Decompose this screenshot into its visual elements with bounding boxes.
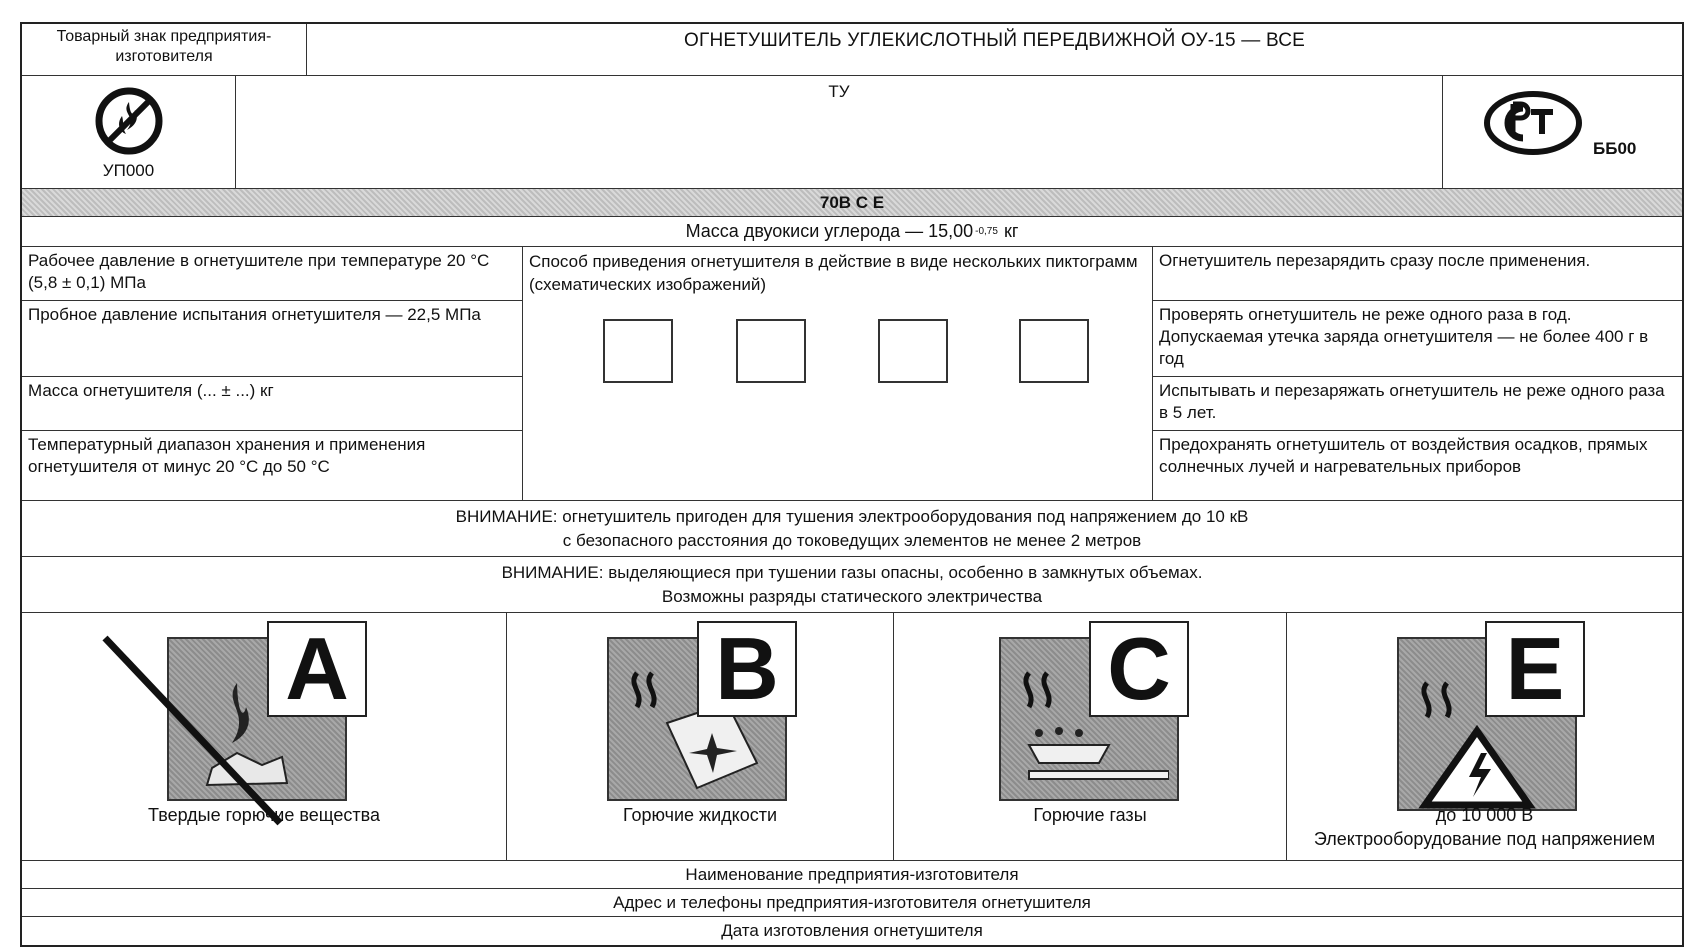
class-caption: Горючие газы xyxy=(1033,805,1147,825)
warning-text: огнетушитель пригоден для тушения электрооборудования под напряжением до 10 кВ xyxy=(562,506,1249,526)
footer-manufacturer xyxy=(22,861,1682,889)
pictogram-3 xyxy=(878,319,948,383)
page-title: ОГНЕТУШИТЕЛЬ УГЛЕКИСЛОТНЫЙ ПЕРЕДВИЖНОЙ ОУ-15 — ВСЕ xyxy=(306,24,1682,75)
specs-row xyxy=(22,247,1682,501)
temperature-range: Температурный диапазон хранения и применения огнетушителя от минус 20 °С до 50 °С xyxy=(28,435,426,476)
warning-label: ВНИМАНИЕ: xyxy=(501,562,604,582)
cert-mark-code: ББ00 xyxy=(1593,139,1637,158)
mass-tolerance: -0,75 xyxy=(975,226,998,237)
check-instruction: Проверять огнетушитель не реже одного раза в год. Допускаемая утечка заряда огнетушителя — не более 400 г в год xyxy=(1153,301,1682,377)
protect-instruction: Предохранять огнетушитель от воздействия осадков, прямых солнечных лучей и нагревательных приборов xyxy=(1159,435,1648,476)
class-letter: C xyxy=(1089,621,1189,717)
recharge-instruction: Огнетушитель перезарядить сразу после применения. xyxy=(1153,247,1682,301)
specs-column xyxy=(22,247,522,500)
test-pressure: Пробное давление испытания огнетушителя — 22,5 МПа xyxy=(22,301,522,377)
rst-certification-icon xyxy=(1483,90,1583,156)
class-caption-2: Электрооборудование под напряжением xyxy=(1313,829,1656,849)
extinguisher-label xyxy=(20,22,1684,947)
instructions-column xyxy=(1152,247,1682,500)
pictogram-4 xyxy=(1019,319,1089,383)
working-pressure: Рабочее давление в огнетушителе при температуре 20 °С (5,8 ± 0,1) МПа xyxy=(22,247,522,301)
fire-classes-row xyxy=(22,613,1682,861)
class-e xyxy=(1286,613,1682,860)
warning-electrical xyxy=(22,501,1682,557)
warning-text-2: с безопасного расстояния до токоведущих элементов не менее 2 метров xyxy=(562,530,1142,550)
certification-row xyxy=(22,76,1682,189)
footer-date xyxy=(22,917,1682,945)
mass-unit: кг xyxy=(1003,221,1019,241)
mass-row xyxy=(22,217,1682,247)
footer-address xyxy=(22,889,1682,917)
manufacture-date: Дата изготовления огнетушителя xyxy=(721,921,983,940)
rating-row xyxy=(22,189,1682,217)
trademark-label: Товарный знак предприятия-изготовителя xyxy=(56,28,272,65)
warning-gases xyxy=(22,557,1682,613)
class-b xyxy=(506,613,893,860)
class-caption: до 10 000 В xyxy=(1435,805,1534,825)
manufacturer-address: Адрес и телефоны предприятия-изготовителя огнетушителя xyxy=(613,892,1091,912)
method-text: Способ приведения огнетушителя в действие в виде нескольких пиктограмм (схематических изображений) xyxy=(529,252,1138,294)
class-letter: E xyxy=(1485,621,1585,717)
class-caption: Твердые горючие вещества xyxy=(148,805,380,825)
class-caption: Горючие жидкости xyxy=(622,805,778,825)
class-a xyxy=(22,613,506,860)
test-instruction: Испытывать и перезаряжать огнетушитель не реже одного раза в 5 лет. xyxy=(1153,377,1682,431)
co2-mass: Масса двуокиси углерода — 15,00 xyxy=(685,221,974,241)
warning-label: ВНИМАНИЕ: xyxy=(455,506,558,526)
class-letter: A xyxy=(267,621,367,717)
warning-text: выделяющиеся при тушении газы опасны, особенно в замкнутых объемах. xyxy=(608,562,1203,582)
tu-field: ТУ xyxy=(235,76,1442,188)
fire-rating: 70В С Е xyxy=(819,192,885,212)
header-row xyxy=(22,24,1682,76)
fire-safety-mark xyxy=(22,76,235,188)
warning-text-2: Возможны разряды статического электричества xyxy=(661,586,1043,606)
manufacturer-name: Наименование предприятия-изготовителя xyxy=(685,864,1019,884)
extinguisher-mass: Масса огнетушителя (... ± ...) кг xyxy=(22,377,522,431)
certification-mark xyxy=(1442,76,1682,188)
pictogram-1 xyxy=(603,319,673,383)
class-letter: B xyxy=(697,621,797,717)
fire-mark-code: УП000 xyxy=(102,161,155,180)
class-c xyxy=(893,613,1286,860)
pictogram-2 xyxy=(736,319,806,383)
activation-method xyxy=(522,247,1152,500)
fire-safety-icon xyxy=(94,86,164,156)
